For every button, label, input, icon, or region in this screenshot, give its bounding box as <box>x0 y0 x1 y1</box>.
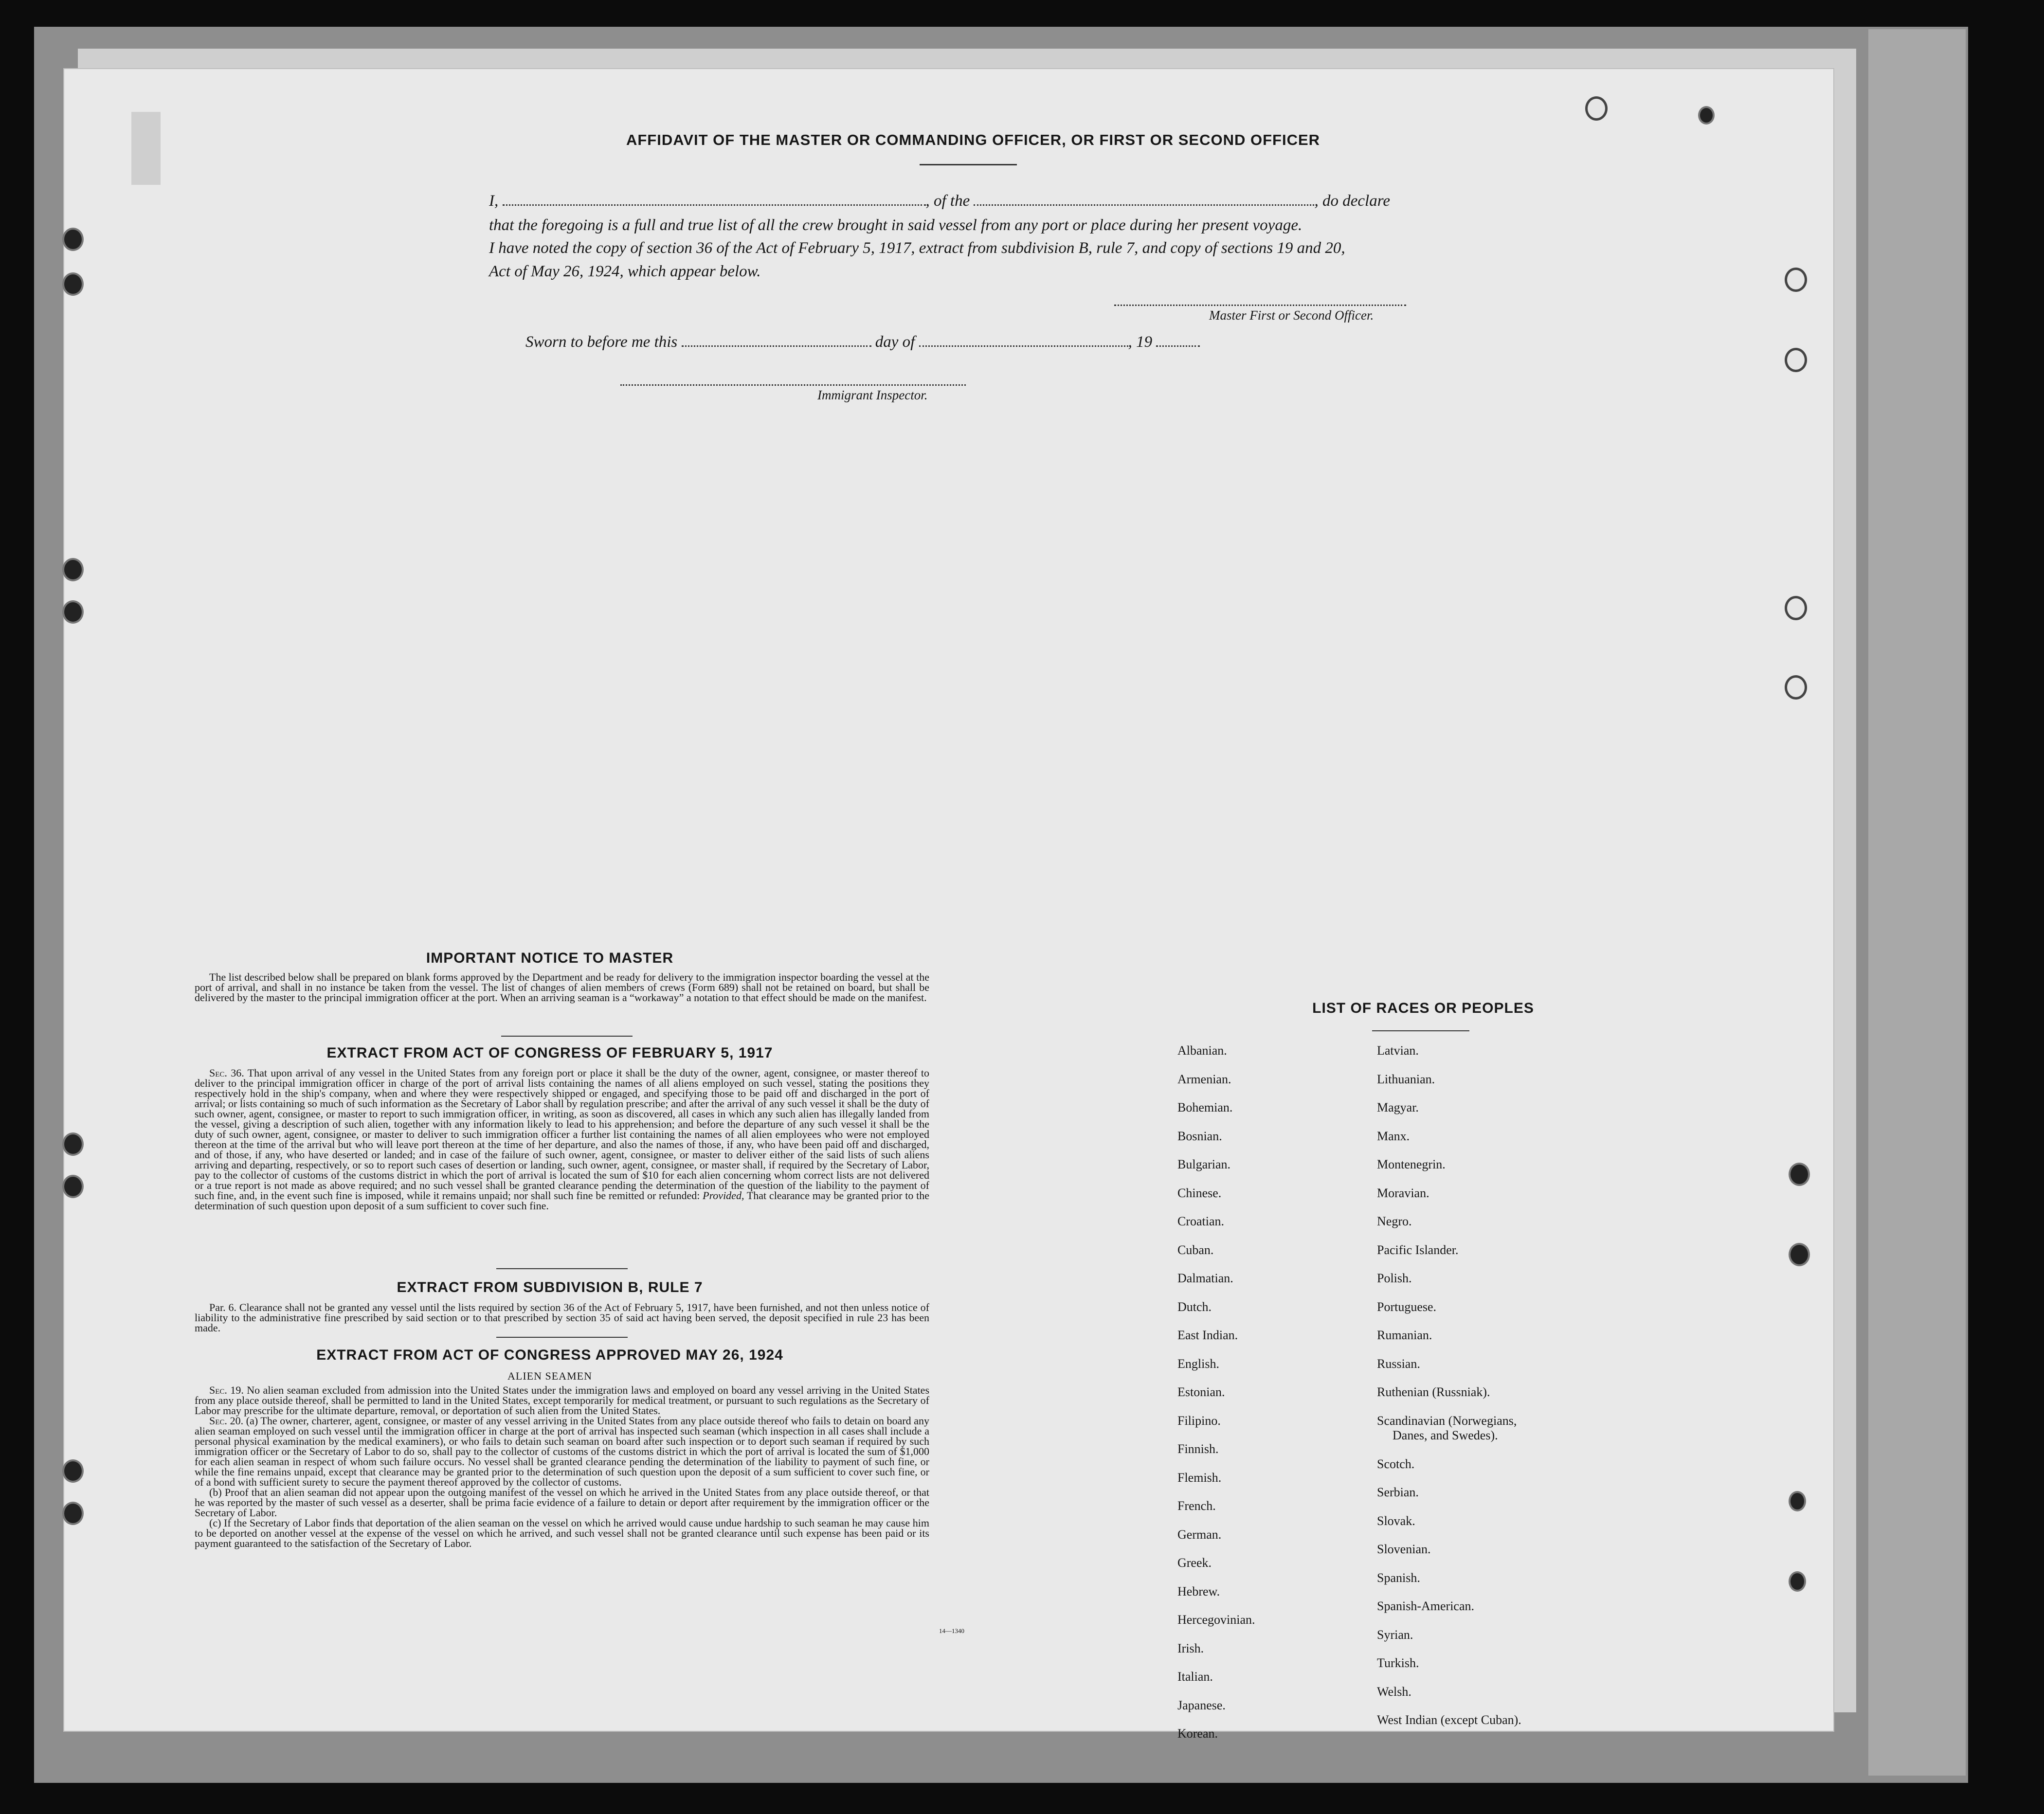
rule-7-body <box>195 1302 929 1333</box>
affidavit-of-the: , of the <box>925 192 970 210</box>
race-item: Pacific Islander. <box>1377 1242 1459 1257</box>
form-code: 14—1340 <box>939 1627 964 1634</box>
race-item: Croatian. <box>1177 1214 1225 1228</box>
sworn-year-prefix: , 19 <box>1128 333 1153 351</box>
race-item: German. <box>1177 1527 1222 1542</box>
affidavit-line-4: Act of May 26, 1924, which appear below. <box>489 263 761 280</box>
binder-hole <box>1789 1243 1810 1266</box>
sec-20c-text: (c) If the Secretary of Labor finds that deportation of the alien seaman on the vessel on which he arrived would cause undue hardship to such seaman he may cause him to be deported on another vessel at the expense of the vessel on which he arrived, and such vessel shall not be granted clearance until such expense has been paid or its payment guaranteed to the satisfaction of the Secretary of Labor. <box>195 1517 929 1549</box>
sworn-month-field[interactable] <box>919 335 1128 347</box>
race-item: Latvian. <box>1377 1043 1419 1058</box>
sec-19-text: No alien seaman excluded from admission into the United States under the immigration laws and employed on board any vessel arriving in the United States from any place outside thereof, shall be permitted to land in the United States, except temporarily for medical treatment, or pursuant to such regulations as the Secretary of Labor may prescribe for the ultimate departure, removal, or deportation of such alien from the United States. <box>195 1384 930 1417</box>
affidavit-rule <box>920 164 1017 165</box>
race-item: Estonian. <box>1177 1385 1225 1399</box>
binder-hole <box>1785 596 1807 620</box>
race-item: Montenegrin. <box>1377 1157 1446 1171</box>
inspector-signature-line[interactable] <box>620 384 966 386</box>
race-item: Portuguese. <box>1377 1299 1437 1314</box>
race-item: Syrian. <box>1377 1627 1413 1642</box>
race-item: Welsh. <box>1377 1684 1411 1699</box>
master-signature-label: Master First or Second Officer. <box>1209 308 1374 323</box>
sec-36-text: That upon arrival of any vessel in the United States from any foreign port or place it shall be the duty of the owner, agent, consignee, or master thereof to deliver to the principal immigration officer in charge of the port of arrival lists containing the names of all aliens employed on such vessel, stating the positions they respectively hold in the ship's company, when and where they were respectively shipped or engaged, and specifying those to be paid off and discharged in the port of arrival; or lists containing so much of such information as the Secretary of Labor shall by regulation prescribe; and after the arrival of any such vessel it shall be the duty of such owner, agent, consignee, or master to report to such immigration officer, in writing, as soon as discovered, all cases in which any such alien has illegally landed from the vessel, giving a description of such alien, together with any information likely to lead to his apprehension; and before the departure of any such vessel it shall be the duty of such owner, agent, consignee, or master to deliver to such immigration officer a further list containing the names of all alien employees who were not employed thereon at the time of the arrival but who will leave port thereon at the time of her departure, and also the names of those, if any, who have been paid off and discharged, and of those, if any, who have deserted or landed; and in case of the failure of such owner, agent, consignee, or master to deliver either of the said lists of such aliens arriving and departing, respectively, or so to report such cases of desertion or landing, such owner, agent, consignee, or master shall, if required by the Secretary of Labor, pay to the collector of customs of the customs district in which the port of arrival is located the sum of $10 for each alien concerning whom correct lists are not delivered or a true report is not made as above required; and no such vessel shall be granted clearance pending the determination of the question of the liability to the payment of such fine, and, in the event such fine is imposed, while it remains unpaid; nor shall such fine be remitted or refunded: <box>195 1067 930 1202</box>
race-item: Armenian. <box>1177 1072 1231 1086</box>
binder-hole <box>62 1175 84 1198</box>
sworn-before-me: Sworn to before me this <box>525 333 678 351</box>
binder-hole <box>62 1459 84 1483</box>
proviso-label: Provided, <box>703 1189 744 1202</box>
race-item: Italian. <box>1177 1670 1213 1684</box>
binder-hole <box>62 272 84 296</box>
race-item: Korean. <box>1177 1726 1218 1741</box>
extract-1917-title: EXTRACT FROM ACT OF CONGRESS OF FEBRUARY 5, 1917 <box>326 1045 773 1061</box>
races-right-column <box>1377 1043 1521 1742</box>
sec-20a-text: (a) The owner, charterer, agent, consignee, or master of any vessel arriving in the United States from any place outside thereof who fails to detain on board any alien seaman employed on such vessel until the immigration officer in charge at the port of arrival has inspected such seaman (which inspection in all cases shall include a personal physical examination by the medical examiners), or who fails to detain such seaman on board after such inspection or to deport such seaman if required by such immigration officer or the Secretary of Labor to do so, shall pay to the collector of customs of the customs district in which the port of arrival is located the sum of $1,000 for each alien seaman in respect of whom such failure occurs. No vessel shall be granted clearance pending the determination of the liability to payment of such fine, or while the fine remains unpaid, except that clearance may be granted prior to the determination of such question upon the deposit of a sum sufficient to cover such fine, or of a bond with sufficient surety to secure the payment thereof approved by the collector of customs. <box>195 1415 930 1488</box>
sec-36-label: Sec. 36. <box>209 1067 244 1079</box>
vessel-name-field[interactable] <box>974 194 1314 206</box>
race-item: English. <box>1177 1356 1219 1371</box>
binder-hole <box>62 558 84 581</box>
race-item: Japanese. <box>1177 1698 1226 1712</box>
race-item: Hebrew. <box>1177 1584 1220 1598</box>
master-signature-line[interactable] <box>1114 305 1406 306</box>
race-item: Polish. <box>1377 1271 1412 1285</box>
bleed-through-header <box>433 114 441 147</box>
race-item: Greek. <box>1177 1556 1212 1570</box>
races-title: LIST OF RACES OR PEOPLES <box>1312 1000 1534 1016</box>
affidavit-line-3: I have noted the copy of section 36 of the Act of February 5, 1917, extract from subdivision B, rule 7, and copy of sections 19 and 20, <box>489 239 1345 257</box>
notice-body <box>195 972 929 1003</box>
binder-hole <box>62 600 84 624</box>
race-item: Danes, and Swedes). <box>1393 1428 1498 1442</box>
race-item: Slovenian. <box>1377 1542 1431 1556</box>
race-item: Hercegovinian. <box>1177 1613 1255 1627</box>
affidavit-line-1 <box>489 192 1390 210</box>
binder-hole <box>1698 106 1715 125</box>
race-item: Negro. <box>1377 1214 1412 1228</box>
sworn-day-field[interactable] <box>682 335 871 347</box>
race-item: Irish. <box>1177 1641 1204 1655</box>
race-item: Spanish. <box>1377 1570 1420 1585</box>
affidavit-title: AFFIDAVIT OF THE MASTER OR COMMANDING OFFICER, OR FIRST OR SECOND OFFICER <box>626 131 1320 148</box>
extract-1924-body <box>195 1385 929 1548</box>
bleed-through-marks <box>131 112 161 185</box>
race-item: Russian. <box>1377 1356 1420 1371</box>
rule-7-text: Par. 6. Clearance shall not be granted any vessel until the lists required by section 36 of the Act of February 5, 1917, have been furnished, and not then unless notice of liability to the administrative fine prescribed by said section or to that prescribed by section 35 of said act having been served, the deposit specified in rule 23 has been made. <box>195 1301 929 1334</box>
extract-1917-rule <box>496 1268 628 1269</box>
binder-hole <box>1789 1491 1806 1511</box>
race-item: Bulgarian. <box>1177 1157 1231 1171</box>
race-item: Filipino. <box>1177 1413 1221 1428</box>
affidavit-line-2: that the foregoing is a full and true list of all the crew brought in said vessel from any port or place during her present voyage. <box>489 216 1302 234</box>
sec-20-label: Sec. 20. <box>209 1415 244 1427</box>
race-item: Chinese. <box>1177 1185 1222 1200</box>
sec-20b-text: (b) Proof that an alien seaman did not appear upon the outgoing manifest of the vessel on which he arrived in the United States from any place outside thereof, or that he was reported by the master of such vessel as a deserter, shall be prima facie evidence of a failure to detain or deport after requirement by the immigration officer or the Secretary of Labor. <box>195 1486 929 1519</box>
race-item: Manx. <box>1377 1129 1410 1143</box>
races-left-column <box>1177 1043 1255 1755</box>
sworn-day-of: day of <box>875 333 915 351</box>
race-item: Finnish. <box>1177 1442 1219 1456</box>
extract-1924-title: EXTRACT FROM ACT OF CONGRESS APPROVED MAY 26, 1924 <box>316 1347 783 1363</box>
binder-hole <box>1585 96 1608 121</box>
inspector-signature-label: Immigrant Inspector. <box>817 388 928 402</box>
race-item: Lithuanian. <box>1377 1072 1435 1086</box>
race-item: Moravian. <box>1377 1185 1429 1200</box>
race-item: Cuban. <box>1177 1242 1214 1257</box>
extract-1917-body <box>195 1068 929 1211</box>
sworn-line <box>525 333 1200 351</box>
race-item: Spanish-American. <box>1377 1599 1475 1613</box>
race-item: Bohemian. <box>1177 1100 1233 1114</box>
race-item: Serbian. <box>1377 1485 1419 1499</box>
manifest-page <box>63 68 1834 1741</box>
race-item: Magyar. <box>1377 1100 1419 1114</box>
binder-hole <box>1785 268 1807 292</box>
race-item: Slovak. <box>1377 1513 1415 1528</box>
binder-hole <box>1785 348 1807 372</box>
race-item: Dutch. <box>1177 1299 1212 1314</box>
binder-hole <box>62 1502 84 1525</box>
notice-text: The list described below shall be prepared on blank forms approved by the Department and be ready for delivery to the immigration inspector boarding the vessel at the port of arrival, and shall in no instance be taken from the vessel. The list of changes of alien members of crews (Form 689) shall not be retained on board, but shall be delivered by the master to the principal immigration officer at the port. When an arriving seaman is a “workaway” a notation to that effect should be made on the manifest. <box>195 971 929 1004</box>
affidavit-do-declare: , do declare <box>1314 192 1390 210</box>
race-item: West Indian (except Cuban). <box>1377 1713 1521 1727</box>
binder-hole <box>62 228 84 251</box>
affidavit-i: I, <box>489 192 499 210</box>
binder-edge <box>1868 29 1966 1776</box>
binder-hole <box>1789 1571 1806 1592</box>
rule-7-rule <box>496 1337 628 1338</box>
notice-title: IMPORTANT NOTICE TO MASTER <box>426 950 674 966</box>
sec-19-label: Sec. 19. <box>209 1384 244 1396</box>
alien-seamen-subtitle: ALIEN SEAMEN <box>507 1370 592 1382</box>
proviso-text: That clearance may be granted prior to the determination of such question upon deposit of a sum sufficient to cover such fine. <box>195 1189 929 1212</box>
race-item: French. <box>1177 1499 1216 1513</box>
race-item: East Indian. <box>1177 1328 1238 1342</box>
races-rule <box>1372 1030 1469 1031</box>
notice-rule <box>501 1036 633 1037</box>
binder-hole <box>1785 675 1807 700</box>
race-item: Rumanian. <box>1377 1328 1432 1342</box>
race-item: Bosnian. <box>1177 1129 1222 1143</box>
race-item: Ruthenian (Russniak). <box>1377 1385 1490 1399</box>
race-item: Turkish. <box>1377 1656 1419 1670</box>
race-item: Flemish. <box>1177 1470 1222 1485</box>
binder-hole <box>62 1132 84 1156</box>
binder-hole <box>1789 1163 1810 1186</box>
race-item: Dalmatian. <box>1177 1271 1233 1285</box>
race-item: Scandinavian (Norwegians, <box>1377 1413 1517 1428</box>
race-item: Scotch. <box>1377 1456 1415 1471</box>
race-item: Albanian. <box>1177 1043 1227 1058</box>
rule-7-title: EXTRACT FROM SUBDIVISION B, RULE 7 <box>397 1279 703 1295</box>
master-name-field[interactable] <box>503 194 926 206</box>
sworn-year-field[interactable] <box>1156 335 1200 347</box>
